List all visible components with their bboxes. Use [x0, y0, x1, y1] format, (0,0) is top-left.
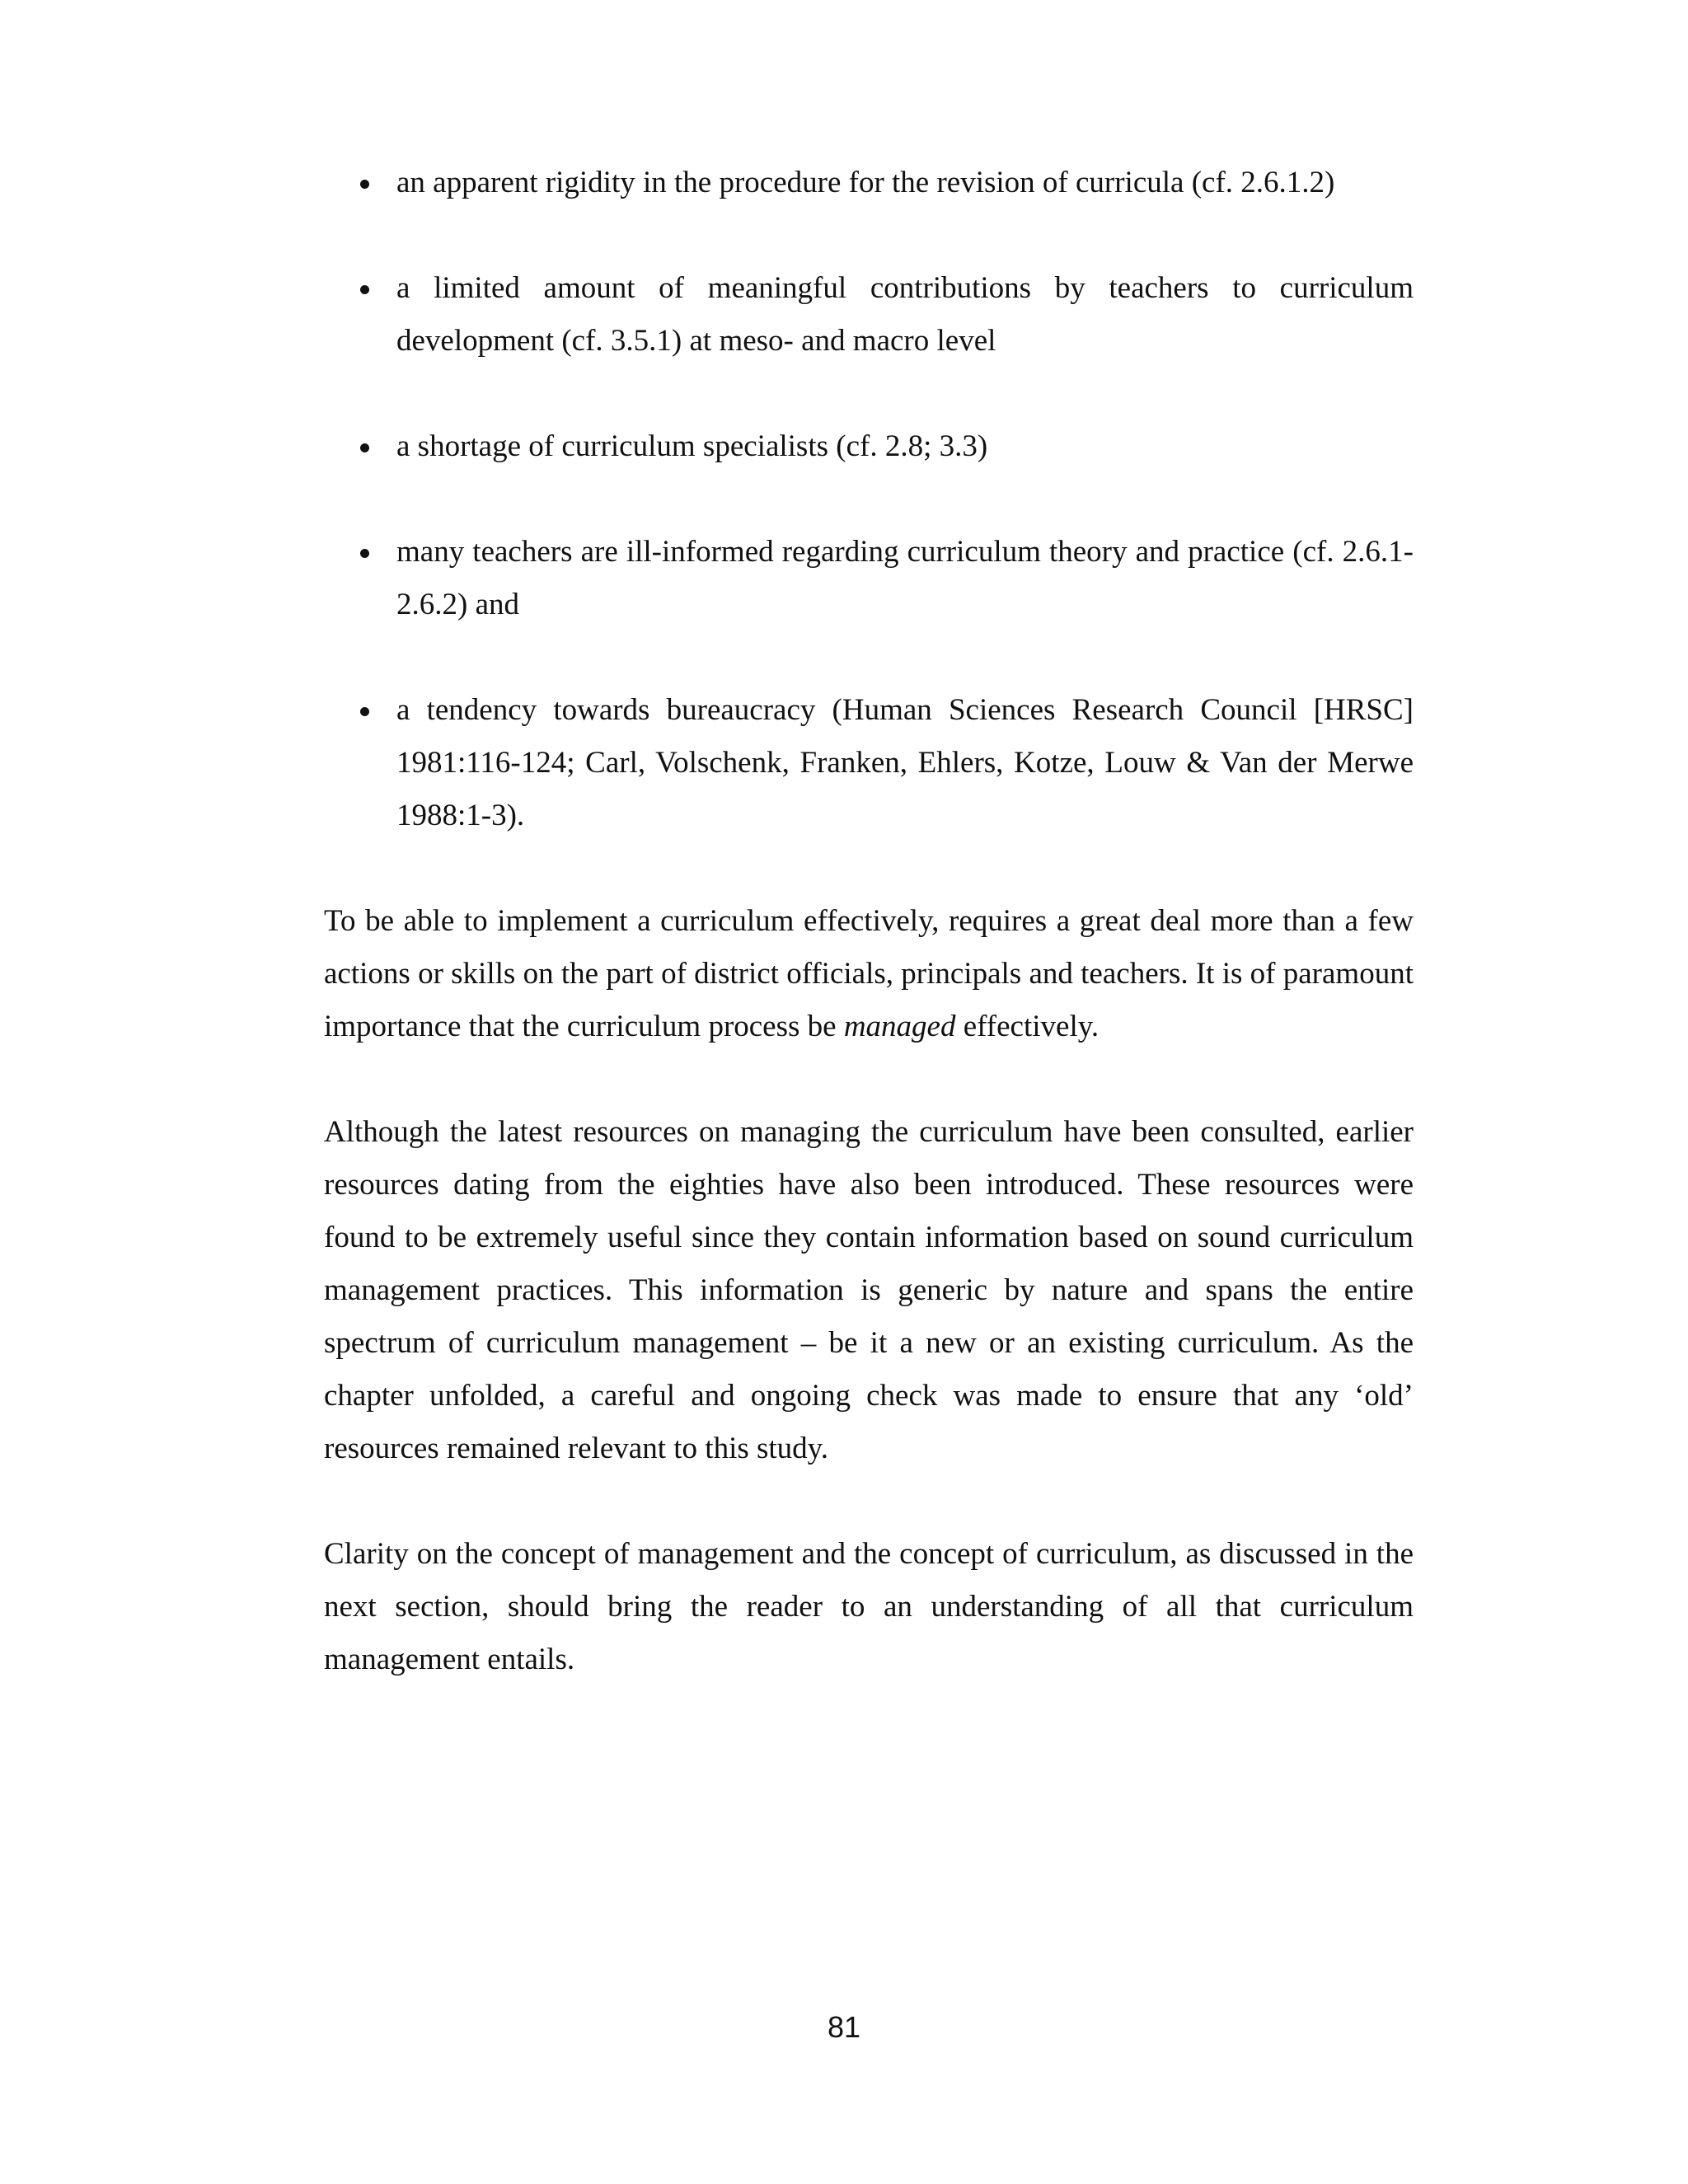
- page-number: 81: [827, 2010, 861, 2044]
- bullet-list: [324, 157, 1414, 842]
- list-item: [324, 157, 1414, 209]
- list-item-text: many teachers are ill-informed regarding curriculum theory and practice (cf. 2.6.1- 2.6.2) and: [396, 535, 1414, 621]
- page-body: [324, 157, 1414, 1739]
- bullet-dot-icon: [360, 180, 369, 189]
- list-item: [324, 684, 1414, 842]
- paragraph-resources: Although the latest resources on managing the curriculum have been consulted, earlier resources dating from the eighties have also been introduced. These resources were found to be extremely useful since they contain information based on sound curriculum management practices. This information is generic by nature and spans the entire spectrum of curriculum management – be it a new or an existing curriculum. As the chapter unfolded, a careful and ongoing check was made to ensure that any ‘old’ resources remained relevant to this study.: [324, 1115, 1414, 1465]
- list-item: [324, 526, 1414, 631]
- paragraph-emphasis: managed: [843, 1010, 956, 1043]
- bullet-dot-icon: [360, 285, 369, 294]
- bullet-dot-icon: [360, 549, 369, 558]
- bullet-dot-icon: [360, 443, 369, 452]
- paragraph-text-before: To be able to implement a curriculum effectively, requires a great deal more than a few actions or skills on the part of district officials, principals and teachers. It is of paramount importance that the curriculum process be: [324, 904, 1414, 1043]
- list-item-text: a shortage of curriculum specialists (cf. 2.8; 3.3): [396, 429, 988, 463]
- list-item: [324, 420, 1414, 473]
- paragraph-implementation: [324, 895, 1414, 1053]
- list-item: [324, 262, 1414, 368]
- paragraph-text-after: effectively.: [955, 1010, 1100, 1043]
- list-item-text: a tendency towards bureaucracy (Human Sciences Research Council [HRSC] 1981:116-124; Carl, Volschenk, Franken, Ehlers, Kotze, Louw & Van der Merwe 1988:1-3).: [396, 693, 1414, 832]
- paragraph-clarity: Clarity on the concept of management and the concept of curriculum, as discussed in the next section, should bring the reader to an understanding of all that curriculum management entails.: [324, 1537, 1414, 1676]
- bullet-dot-icon: [360, 707, 369, 716]
- list-item-text: an apparent rigidity in the procedure for the revision of curricula (cf. 2.6.1.2): [396, 166, 1335, 199]
- list-item-text: a limited amount of meaningful contributions by teachers to curriculum development (cf. 3.5.1) at meso- and macro level: [396, 271, 1414, 358]
